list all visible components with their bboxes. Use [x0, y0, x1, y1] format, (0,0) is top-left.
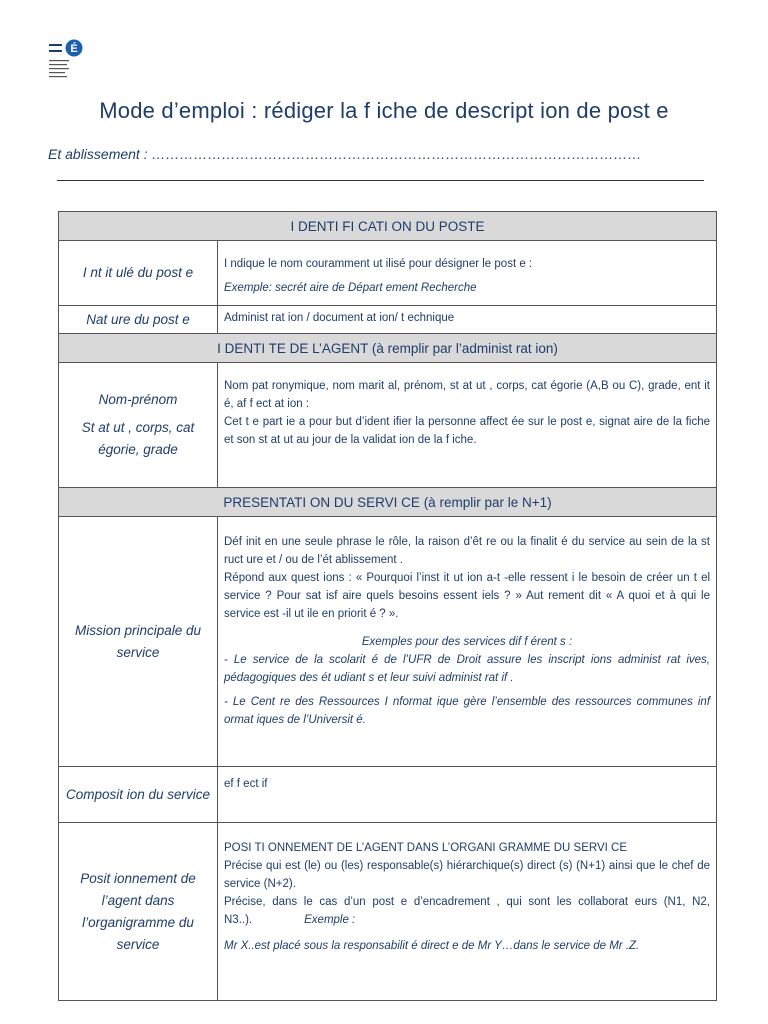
cell-position: [218, 823, 717, 1001]
job-description-table: [58, 211, 717, 1001]
mission-examples-title: Exemples pour des services dif f érent s :: [361, 636, 573, 648]
page-title: Mode d’emploi : rédiger la f iche de descript ion de post e: [99, 98, 669, 123]
position-text-1: Précise qui est (le) ou (les) responsable(s) hiérarchique(s) direct (s) (N+1) ainsi que le chef de service (N+2).: [224, 860, 711, 890]
section-agent: I DENTI TE DE L’AGENT (à remplir par l’administ rat ion): [59, 334, 717, 363]
nom-text-2: Cet t e part ie a pour but d’ident ifier la personne affect ée sur le post e, signat aire de la fiche et son st at ut au jour de la validat ion de la f iche.: [224, 416, 711, 446]
label-mission: Mission principale du service: [59, 517, 218, 767]
label-position: Posit ionnement de l’agent dans l’organigramme du service: [59, 823, 218, 1001]
mission-text-2: Répond aux quest ions : « Pourquoi l’inst it ut ion a-t -elle ressent i le besoin de créer un t el service ? Pour sat isf aire quels besoins essent iels ? » Aut rement dit « A quoi et à qui le service est -il ut ile en priorit é ? ».: [224, 572, 711, 620]
intitule-example: Exemple: secrét aire de Départ ement Recherche: [224, 282, 477, 294]
section-identification: I DENTI FI CATI ON DU POSTE: [59, 212, 717, 241]
nature-text: Administ rat ion / document at ion/ t echnique: [218, 306, 717, 334]
position-example-label: Exemple :: [304, 914, 356, 926]
label-statut: St at ut , corps, cat égorie, grade: [81, 420, 195, 457]
label-nature: Nat ure du post e: [59, 306, 218, 334]
svg-text:É: É: [70, 43, 78, 55]
position-heading: POSI TI ONNEMENT DE L’AGENT DANS L’ORGANI GRAMME DU SERVI CE: [224, 842, 628, 854]
mission-example-1: - Le service de la scolarit é de l’UFR de Droit assure les inscript ions administ rat ives, pédagogiques des ét udiant s et leur suivi administ rat if .: [224, 654, 711, 684]
composition-text: ef f ect if: [218, 767, 717, 823]
mission-text-1: Déf init en une seule phrase le rôle, la raison d’êt re ou la finalit é du service au sein de la st ruct ure et / ou de l’ét ablissement .: [224, 536, 711, 566]
section-service: PRESENTATI ON DU SERVI CE (à remplir par le N+1): [59, 488, 717, 517]
position-example: Mr X..est placé sous la responsabilit é direct e de Mr Y…dans le service de Mr .Z.: [224, 940, 640, 952]
label-nom: [59, 363, 218, 488]
separator-rule: [57, 180, 704, 181]
cell-intitule: [218, 241, 717, 306]
position-text-2: [224, 893, 710, 929]
academie-logo-icon: [46, 38, 88, 82]
mission-example-2: - Le Cent re des Ressources I nformat ique gère l’ensemble des ressources communes inf ormat iques de l’Universit é.: [224, 696, 711, 726]
label-nom-prenom: Nom-prénom: [98, 392, 178, 407]
intitule-text: I ndique le nom couramment ut ilisé pour désigner le post e :: [224, 258, 533, 270]
etablissement-line: Et ablissement : ……………………………………………………………………………………………: [48, 146, 642, 162]
label-intitule: I nt it ulé du post e: [59, 241, 218, 306]
position-text-2-body: Précise, dans le cas d’un post e d’encadrement , qui sont les collaborat eurs (N1, N2, N3..).: [224, 896, 711, 926]
label-composition: Composit ion du service: [59, 767, 218, 823]
nom-text-1: Nom pat ronymique, nom marit al, prénom, st at ut , corps, cat égorie (A,B ou C), grade, ent it é, af f ect at ion :: [224, 380, 711, 410]
cell-nom: [218, 363, 717, 488]
cell-mission: [218, 517, 717, 767]
